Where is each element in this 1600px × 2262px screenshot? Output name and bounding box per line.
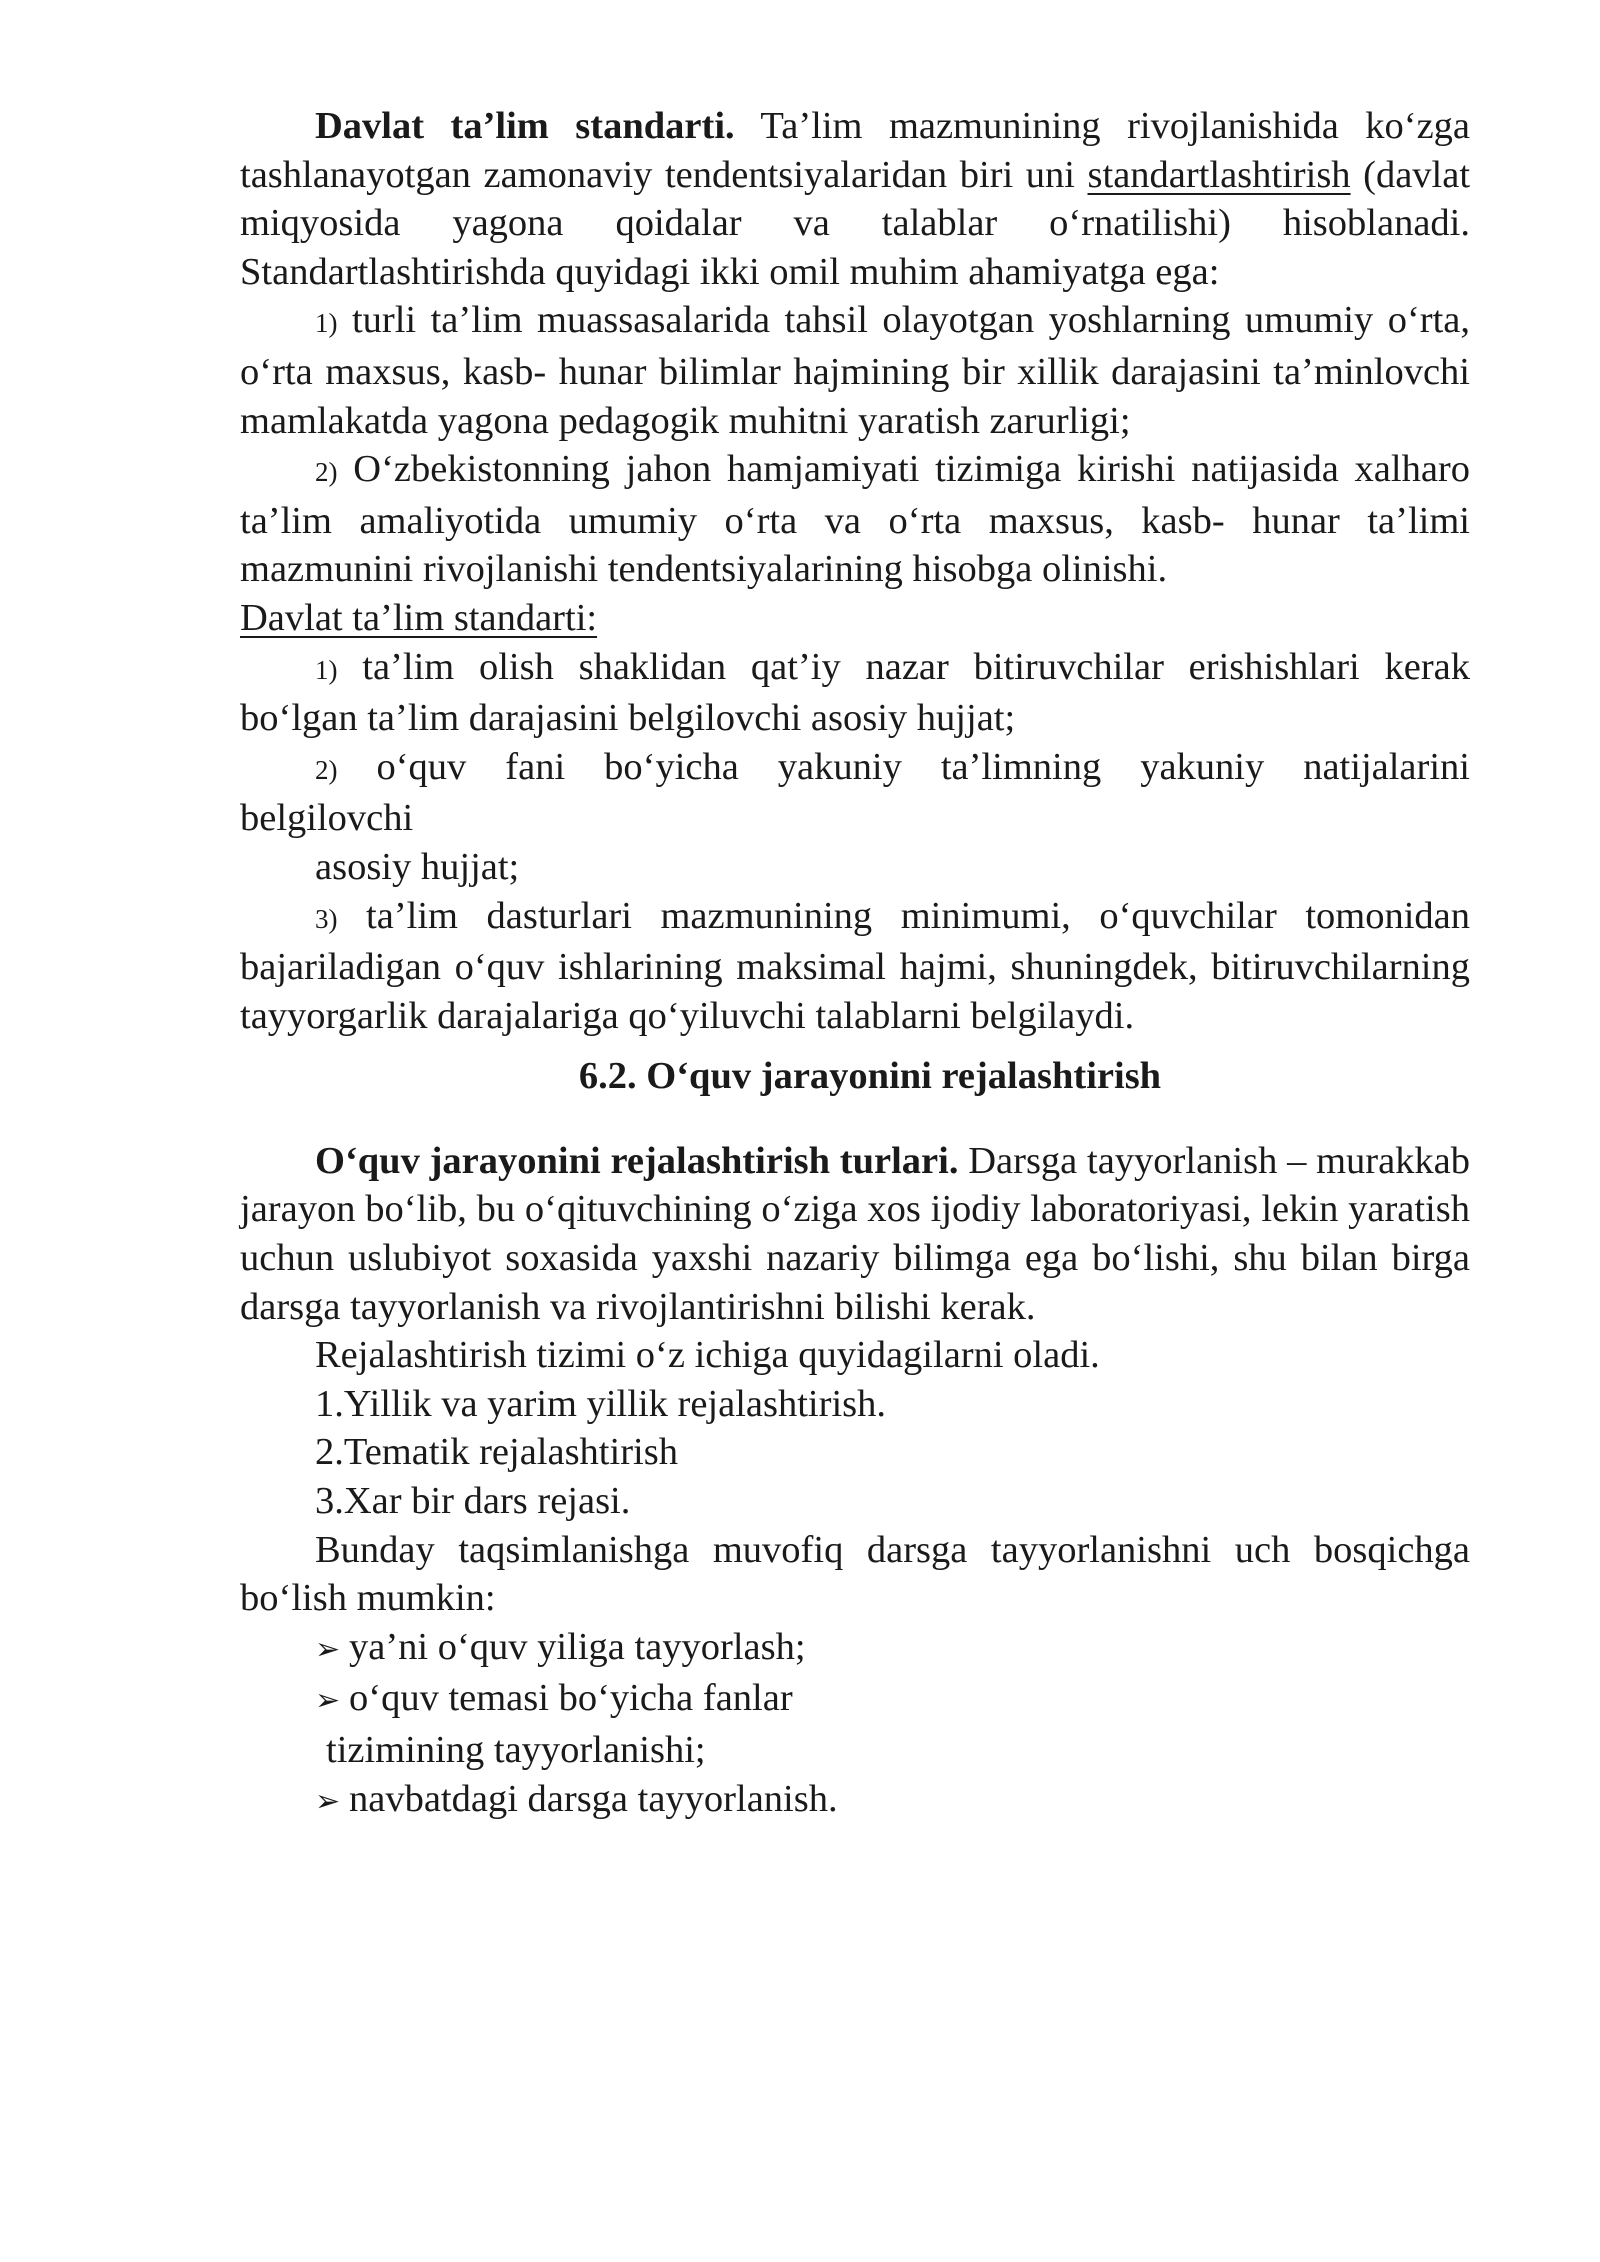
plan-item-1: [240, 1380, 1470, 1429]
arrow-bullet-icon: ➢: [315, 1631, 341, 1667]
plan-text: Yillik va yarim yillik rejalashtirish.: [343, 1382, 886, 1425]
intro-term-underlined: standartlashtirish: [1087, 153, 1351, 196]
intro-text-start: Ta’lim mazmunining rivojlanishida ko‘zga tashlanayotgan zamonaviy tendentsiyalaridan biri uni: [240, 105, 1470, 196]
plan-number: 2.: [315, 1431, 344, 1474]
factor-number: 1): [315, 308, 338, 339]
plan-text: Xar bir dars rejasi.: [343, 1480, 631, 1523]
plan-item-3: [240, 1477, 1470, 1526]
standard-intro-paragraph: [240, 102, 1470, 296]
definition-label: Davlat ta’lim standarti:: [240, 596, 598, 639]
stage-text: navbatdagi darsga tayyorlanish.: [349, 1777, 838, 1820]
factor-number: 2): [315, 457, 338, 488]
arrow-bullet-icon: ➢: [315, 1783, 341, 1819]
definition-text: ta’lim dasturlari mazmunining minimumi, o‘quvchilar tomonidan bajariladigan o‘quv ishlarining maksimal hajmi, shuningdek, bitiruvchilarning tayyorgarlik darajalariga qo‘yiluvchi talablarni belgilaydi.: [240, 894, 1470, 1037]
planning-lead-bold: O‘quv jarayonini rejalashtirish turlari.: [315, 1139, 959, 1182]
stages-intro-paragraph: Bunday taqsimlanishga muvofiq darsga tayyorlanishni uch bosqichga bo‘lish mumkin:: [240, 1528, 1470, 1620]
definition-text: o‘quv fani bo‘yicha yakuniy ta’limning yakuniy natijalarini: [376, 745, 1470, 788]
factor-text: O‘zbekistonning jahon hamjamiyati tizimiga kirishi natijasida xalharo ta’lim amaliyotida umumiy o‘rta va o‘rta maxsus, kasb- hunar ta’limi mazmunini rivojlanishi tendentsiyalarining hisobga olinishi.: [240, 448, 1470, 591]
plan-text: Tematik rejalashtirish: [343, 1431, 678, 1474]
plan-item-2: [240, 1428, 1470, 1477]
stage-text: o‘quv temasi bo‘yicha fanlar: [349, 1677, 793, 1720]
definition-item-2-line3: asosiy hujjat;: [315, 845, 520, 888]
plan-number: 3.: [315, 1480, 344, 1523]
factor-text: turli ta’lim muassasalarida tahsil olayotgan yoshlarning umumiy o‘rta, o‘rta maxsus, kasb- hunar bilimlar hajmining bir xillik darajasini ta’minlovchi mamlakatda yagona pedagogik muhitni yaratish zarurligi;: [240, 299, 1471, 442]
definition-item-2-line2: belgilovchi: [240, 797, 414, 840]
plan-number: 1.: [315, 1382, 344, 1425]
section-title-standard: Davlat ta’lim standarti.: [315, 105, 735, 147]
document-page: [240, 102, 1470, 1826]
planning-system-intro: Rejalashtirish tizimi o‘z ichiga quyidagilarni oladi.: [315, 1334, 1100, 1377]
stage-item-2-continuation: tizimining tayyorlanishi;: [326, 1729, 706, 1771]
section-heading-planning: 6.2. O‘quv jarayonini rejalashtirish: [578, 1055, 1162, 1098]
factor-item-2: [240, 445, 1470, 594]
planning-lead-paragraph: [240, 1137, 1470, 1331]
definition-number: 3): [315, 903, 338, 934]
definition-label-paragraph: [240, 594, 1470, 643]
factor-item-1: [240, 296, 1470, 445]
definition-item-3: [240, 892, 1470, 1041]
stage-item-1: [240, 1623, 1470, 1675]
definition-number: 2): [315, 754, 338, 785]
stage-item-2: [240, 1674, 1470, 1726]
definition-item-2-line1: [240, 743, 1470, 795]
intro-text-end: (davlat miqyosida yagona qoidalar va talablar o‘rnatilishi) hisoblanadi. Standartlashtirishda quyidagi ikki omil muhim ahamiyatga ega:: [240, 153, 1471, 293]
stage-item-3: [240, 1775, 1470, 1827]
definition-item-1: [240, 643, 1470, 743]
definition-number: 1): [315, 654, 338, 685]
definition-text: ta’lim olish shaklidan qat’iy nazar bitiruvchilar erishishlari kerak bo‘lgan ta’lim darajasini belgilovchi asosiy hujjat;: [240, 645, 1470, 740]
arrow-bullet-icon: ➢: [315, 1683, 341, 1719]
stage-text: ya’ni o‘quv yiligа tayyorlash;: [349, 1625, 806, 1668]
planning-lead-text: Darsga tayyorlanish – murakkab jarayon bo‘lib, bu o‘qituvchining o‘ziga xos ijodiy laboratoriyasi, lekin yaratish uchun uslubiyot soxasida yaxshi nazariy bilimga ega bo‘lishi, shu bilan birga darsga tayyorlanish va rivojlantirishni bilishi kerak.: [240, 1139, 1471, 1328]
